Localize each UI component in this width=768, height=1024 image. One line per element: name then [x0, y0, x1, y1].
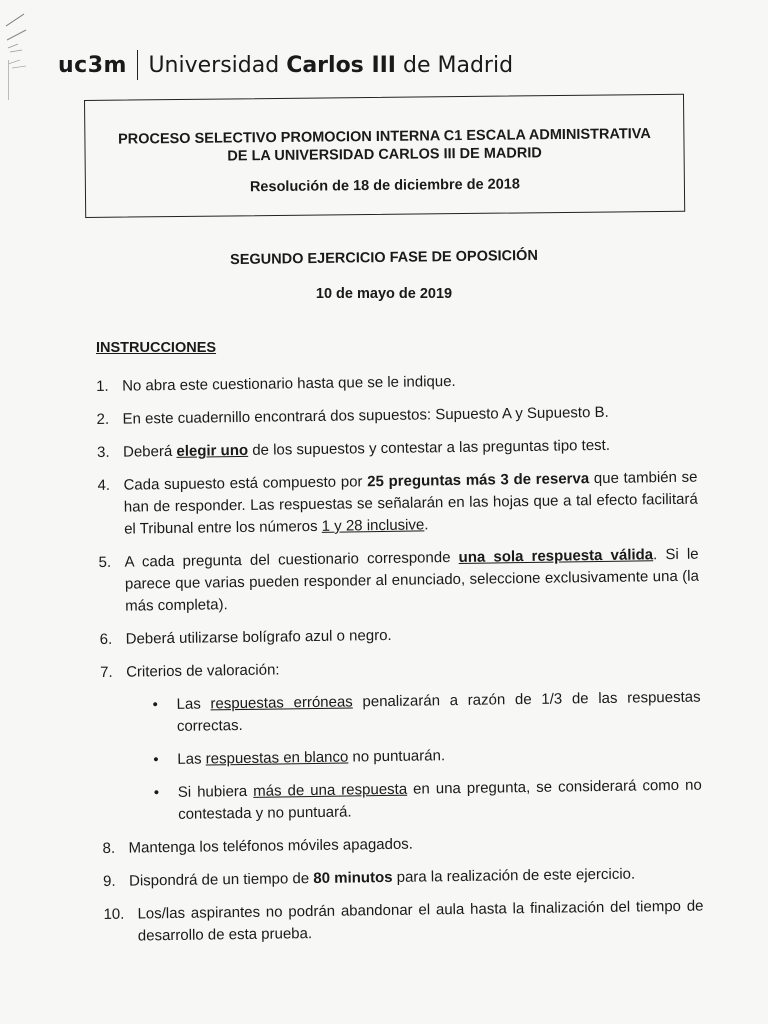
resolution-date: Resolución de 18 de diciembre de 2018 [249, 176, 520, 196]
criteria-bullet-wrong-answers: • Las respuestas erróneas penalizarán a razón de 1/3 de las respuestas correctas. [152, 688, 701, 735]
instruction-item-8: 8. Mantenga los teléfonos móviles apagados. [102, 835, 414, 857]
instruction-item-6: 6. Deberá utilizarse bolígrafo azul o negro. [99, 626, 392, 648]
instruction-item-3: 3. Deberá elegir uno de los supuestos y contestar a las preguntas tipo test. [96, 436, 611, 461]
university-logo [58, 50, 513, 80]
bullet-dot: • [153, 784, 160, 802]
instructions-list [96, 368, 704, 948]
header-box [84, 94, 685, 218]
instruction-item-2: 2. En este cuadernillo encontrará dos supuestos: Supuesto A y Supuesto B. [96, 403, 609, 428]
instruction-item-9: 9. Dispondrá de un tiempo de 80 minutos para la realización de este ejercicio. [102, 865, 636, 890]
instruction-item-7: 7. Criterios de valoración: [100, 661, 280, 681]
scan-edge-line [8, 60, 9, 100]
instruction-item-10: 10. Los/las aspirantes no podrán abandonar el aula hasta la finalización del tiempo de desarrollo de esta prueba. [103, 897, 704, 945]
exam-date: 10 de mayo de 2019 [315, 286, 453, 302]
bullet-dot: • [152, 696, 158, 714]
bullet-dot: • [153, 751, 159, 769]
logo-mark: uc3m [58, 52, 127, 78]
criteria-bullet-multiple-answers: • Si hubiera más de una respuesta en una pregunta, se considerará como no contestada y no puntuará. [153, 776, 702, 823]
instruction-item-1: 1. No abra este cuestionario hasta que se le indique. [96, 372, 456, 395]
logo-university-name: Universidad Carlos III de Madrid [148, 52, 514, 78]
criteria-bullet-blank-answers: • Las respuestas en blanco no puntuarán. [153, 742, 701, 772]
logo-separator [137, 50, 139, 80]
instruction-item-4: 4. Cada supuesto está compuesto por 25 preguntas más 3 de reserva que también se han de responder. Las respuestas se señalarán en las hojas que a tal efecto facilitará el Tribunal entre los números 1 y 28 inclusive. [97, 468, 698, 538]
instructions-heading: INSTRUCCIONES [96, 340, 217, 356]
instruction-item-5: 5. A cada pregunta del cuestionario corresponde una sola respuesta válida. Si le parece que varias pueden responder al enunciado, seleccione exclusivamente una (la más completa). [98, 545, 699, 615]
exercise-title: SEGUNDO EJERCICIO FASE DE OPOSICIÓN [230, 247, 538, 269]
process-title: PROCESO SELECTIVO PROMOCION INTERNA C1 ESCALA ADMINISTRATIVA DE LA UNIVERSIDAD CARLOS III DE MADRID [117, 126, 651, 165]
